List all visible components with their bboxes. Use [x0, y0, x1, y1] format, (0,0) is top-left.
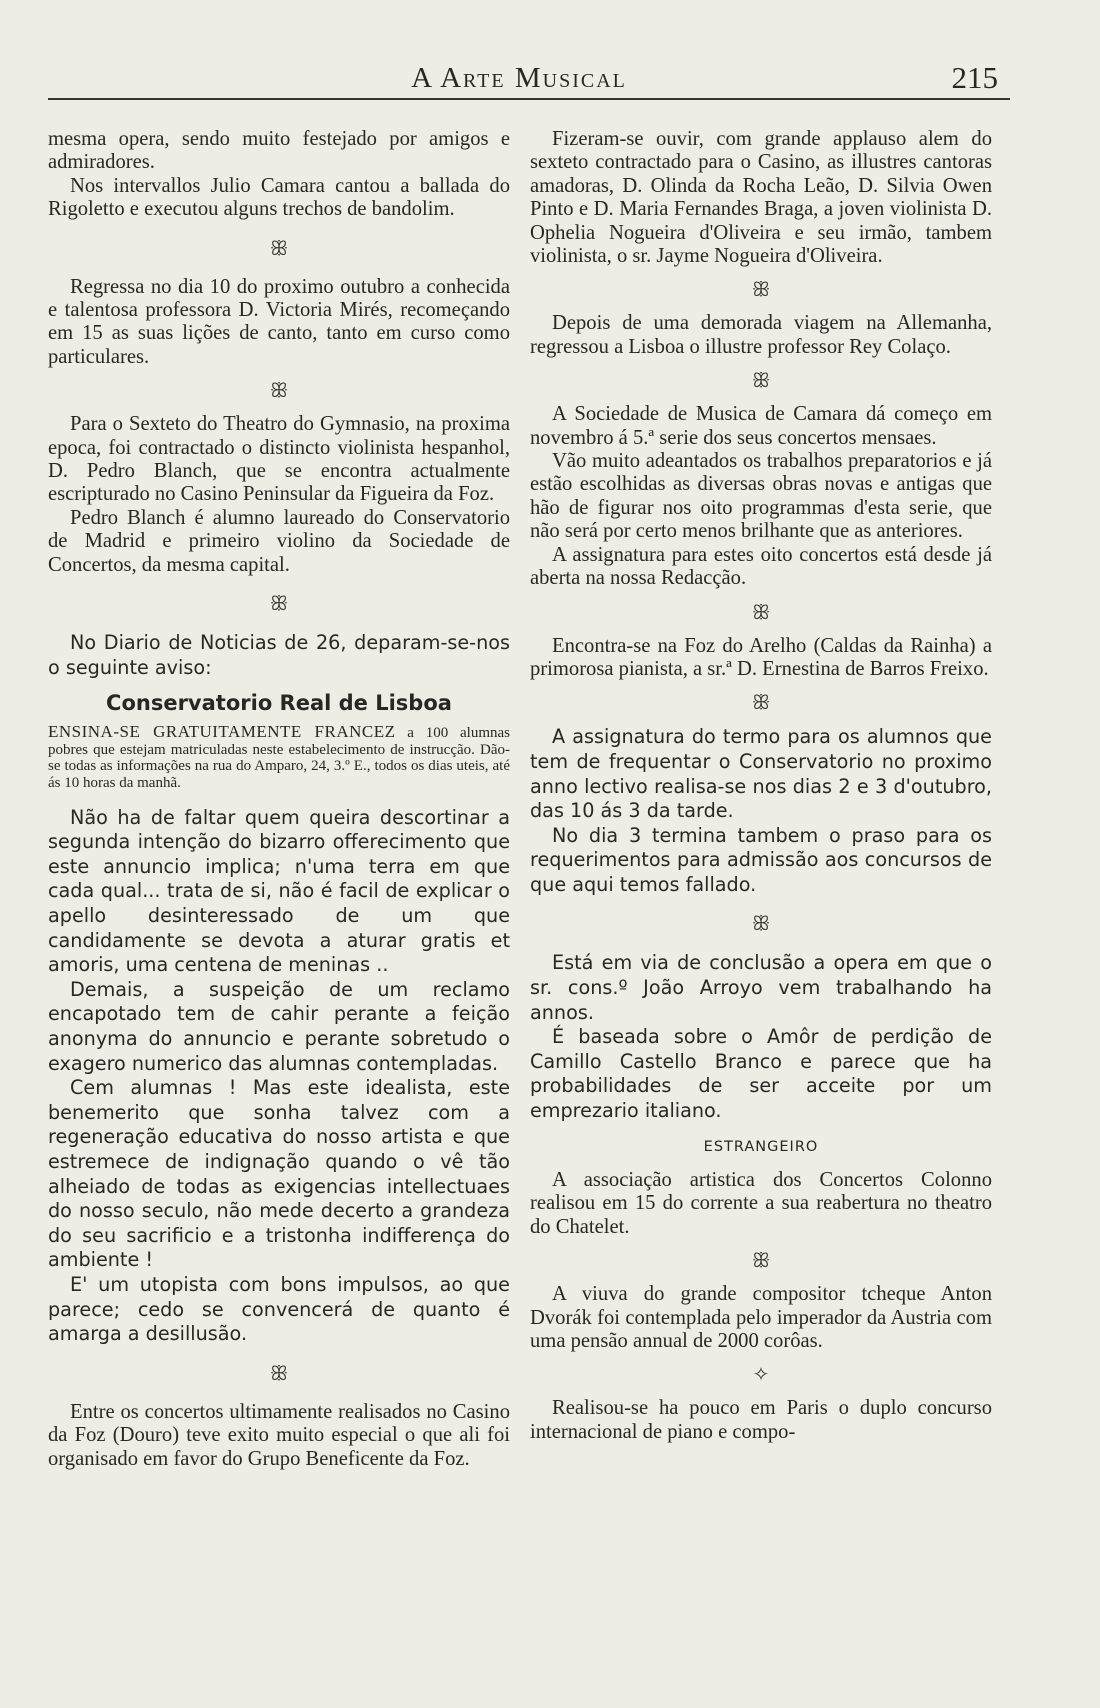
paragraph: Nos intervallos Julio Camara cantou a ballada do Rigoletto e executou alguns trechos de bandolim.	[48, 174, 510, 221]
paragraph: Entre os concertos ultimamente realisados no Casino da Foz (Douro) teve exito muito especial o que ali foi organisado em favor do Grupo Beneficente da Foz.	[48, 1400, 510, 1470]
ornament-icon: ꕥ	[751, 279, 771, 302]
ornament-icon: ꕥ	[751, 1250, 771, 1273]
ornament-icon: ꕥ	[269, 237, 289, 260]
paragraph: Está em via de conclusão a opera em que o sr. cons.º João Arroyo vem trabalhando ha annos.	[530, 951, 992, 1024]
paragraph: Demais, a suspeição de um reclamo encapotado tem de cahir perante a feição anonyma do annuncio e perante sobretudo o exagero numerico das alumnas contempladas.	[48, 977, 510, 1075]
ornament-icon: ꕥ	[269, 593, 289, 616]
paragraph: Encontra-se na Foz do Arelho (Caldas da Rainha) a primorosa pianista, a sr.ª D. Ernestina de Barros Freixo.	[530, 634, 992, 680]
header-rule	[48, 98, 1010, 100]
paragraph: A assignatura do termo para os alumnos que tem de frequentar o Conservatorio no proximo anno lectivo realisa-se nos dias 2 e 3 d'outubro, das 10 ás 3 da tarde.	[530, 725, 992, 823]
notice-body: a 100 alumnas pobres que estejam matriculadas neste estabelecimento de instrucção. Dão-se todas as informações na rua do Amparo, 24, 3.º E., todos os dias uteis, até ás 10 horas da manhã.	[48, 725, 510, 792]
paragraph: A associação artistica dos Concertos Colonno realisou em 15 do corrente a sua reabertura no theatro do Chatelet.	[530, 1169, 992, 1238]
paragraph: Cem alumnas ! Mas este idealista, este benemerito que sonha talvez com a regeneração educativa do nosso artista e que estremece de indignação quando o vê tão alheiado de todas as exigencias intellectuaes do nosso seculo, não mede decerto a grandeza do seu sacrificio e a tristonha indifferença do ambiente !	[48, 1076, 510, 1272]
running-header	[48, 50, 998, 100]
notice-text	[48, 724, 510, 791]
journal-title: A Arte Musical	[411, 62, 627, 94]
paragraph: Vão muito adeantados os trabalhos preparatorios e já estão escolhidas as diversas obras novas e antigas que hão de figurar nos oito programmas d'esta serie, que não será por certo menos brilhante que as anteriores.	[530, 450, 992, 543]
paragraph: No Diario de Noticias de 26, deparam-se-nos o seguinte aviso:	[48, 631, 510, 679]
ornament-icon: ꕥ	[269, 1362, 289, 1385]
paragraph: E' um utopista com bons impulsos, ao que parece; cedo se convencerá de quanto é amarga a desillusão.	[48, 1272, 510, 1346]
page-number: 215	[951, 60, 998, 95]
paragraph: Para o Sexteto do Theatro do Gymnasio, na proxima epoca, foi contractado o distincto violinista hespanhol, D. Pedro Blanch, que se encontra actualmente escripturado no Casino Peninsular da Figueira da Foz.	[48, 413, 510, 506]
paragraph: Depois de uma demorada viagem na Allemanha, regressou a Lisboa o illustre professor Rey Colaço.	[530, 312, 992, 358]
paragraph: Pedro Blanch é alumno laureado do Conservatorio de Madrid e primeiro violino da Sociedade de Concertos, da mesma capital.	[48, 506, 510, 576]
paragraph: Fizeram-se ouvir, com grande applauso alem do sexteto contractado para o Casino, as illustres cantoras amadoras, D. Olinda da Rocha Leão, D. Silvia Owen Pinto e D. Maria Fernandes Braga, a joven violinista D. Ophelia Nogueira d'Oliveira e seu irmão, tambem violinista, o sr. Jayme Nogueira d'Oliveira.	[530, 128, 992, 268]
paragraph: É baseada sobre o Amôr de perdição de Camillo Castello Branco e parece que ha probabilidades de ser acceite por um emprezario italiano.	[530, 1025, 992, 1123]
section-heading: ESTRANGEIRO	[703, 1138, 819, 1155]
paragraph: A viuva do grande compositor tcheque Anton Dvorák foi contemplada pelo imperador da Austria com uma pensão annual de 2000 corôas.	[530, 1283, 992, 1353]
paragraph: Regressa no dia 10 do proximo outubro a conhecida e talentosa professora D. Victoria Mirés, recomeçando em 15 as suas lições de canto, tanto em curso como particulares.	[48, 275, 510, 368]
ornament-icon: ꕥ	[751, 370, 771, 393]
ornament-icon: ꕥ	[751, 601, 771, 624]
paragraph: No dia 3 termina tambem o praso para os requerimentos para admissão aos concursos de que aqui temos fallado.	[530, 823, 992, 896]
ornament-icon: ꕥ	[751, 692, 771, 715]
notice-heading: Conservatorio Real de Lisboa	[106, 691, 452, 716]
ornament-alt-icon: ✧	[752, 1364, 770, 1387]
left-column	[48, 128, 510, 1471]
paragraph: A Sociedade de Musica de Camara dá começo em novembro á 5.ª serie dos seus concertos mensaes.	[530, 403, 992, 449]
right-column	[530, 128, 992, 1444]
paragraph: A assignatura para estes oito concertos está desde já aberta na nossa Redacção.	[530, 543, 992, 590]
notice-lead: ENSINA-SE GRATUITAMENTE FRANCEZ	[48, 722, 396, 742]
paragraph: mesma opera, sendo muito festejado por amigos e admiradores.	[48, 128, 510, 174]
ornament-icon: ꕥ	[751, 913, 771, 936]
ornament-icon: ꕥ	[269, 380, 289, 403]
paragraph: Realisou-se ha pouco em Paris o duplo concurso internacional de piano e compo-	[530, 1397, 992, 1443]
paragraph: Não ha de faltar quem queira descortinar a segunda intenção do bizarro offerecimento que este annuncio implica; n'uma terra em que cada qual... trata de si, não é facil de explicar o apello desinteressado de um que candidamente se devota a aturar gratis et amoris, uma centena de meninas ..	[48, 805, 510, 977]
